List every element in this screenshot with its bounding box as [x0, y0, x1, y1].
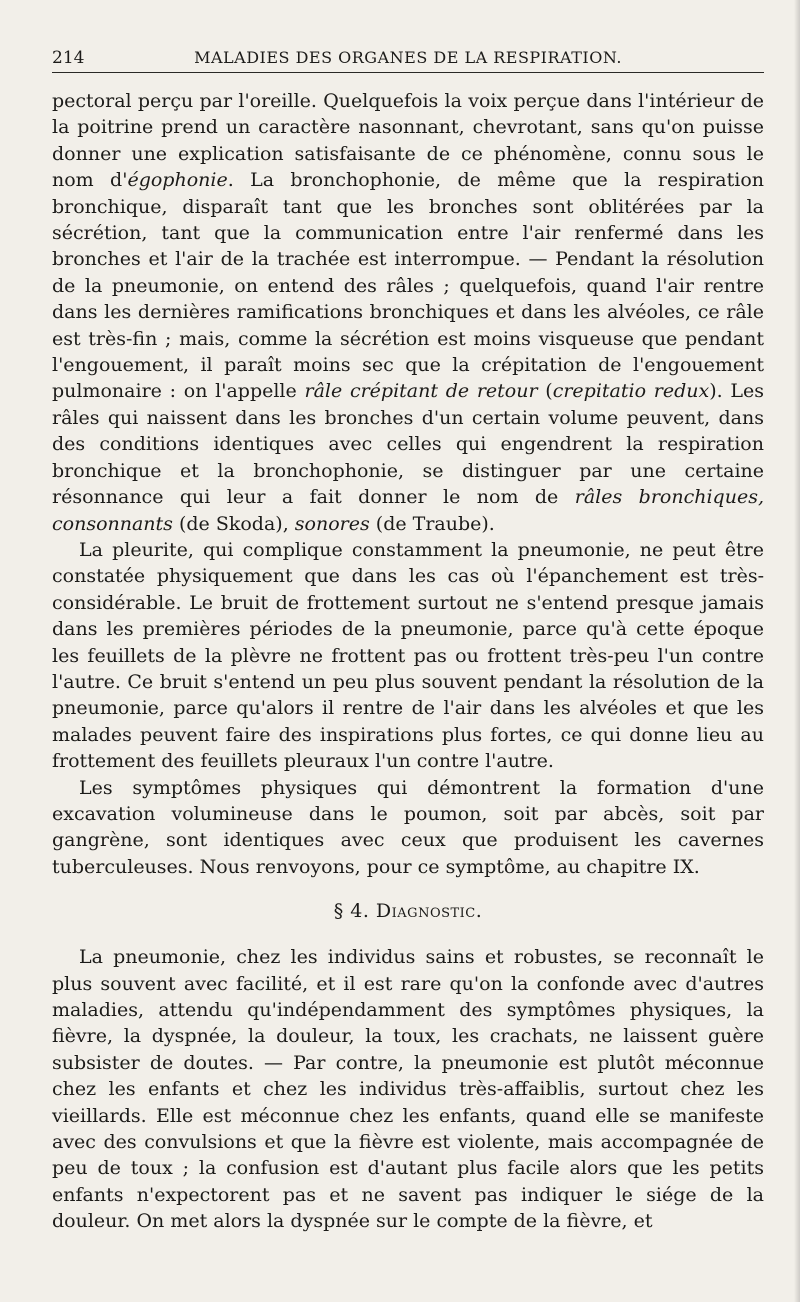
running-title: MALADIES DES ORGANES DE LA RESPIRATION. — [194, 48, 622, 67]
page-number: 214 — [52, 48, 85, 68]
page-edge-shadow — [794, 0, 800, 1302]
book-page — [52, 0, 764, 1302]
section-heading — [52, 898, 764, 924]
paragraph-3: Les symptômes physiques qui démontrent la formation d'une excavation volumineuse dans le poumon, soit par abcès, soit par gangrène, sont identiques avec ceux que produisent les cavernes tuberculeuses. Nous renvoyons, pour ce symptôme, au chapitre IX. — [52, 776, 764, 878]
section-title: Diagnostic. — [375, 900, 483, 923]
paragraph-4: La pneumonie, chez les individus sains et robustes, se reconnaît le plus souvent avec facilité, et il est rare qu'on la confonde avec d'autres maladies, attendu qu'indépendamment des symptômes physiques, la fièvre, la dyspnée, la douleur, la toux, les crachats, ne laissent guère subsister de doutes. — Par contre, la pneumonie est plutôt méconnue chez les enfants et chez les individus très-affaiblis, surtout chez les vieillards. Elle est méconnue chez les enfants, quand elle se manifeste avec des convulsions et que la fièvre est violente, mais accompagnée de peu de toux ; la confusion est d'autant plus facile alors que les petits enfants n'expectorent pas et ne savent pas indiquer le siége de la douleur. On met alors la dyspnée sur le compte de la fièvre, et — [52, 946, 764, 1233]
section-number: § 4. — [333, 900, 370, 923]
page-header — [52, 48, 764, 73]
paragraph-2: La pleurite, qui complique constamment la pneumonie, ne peut être constatée physiquement que dans les cas où l'épanchement est très-considérable. Le bruit de frottement surtout ne s'entend presque jamais dans les premières périodes de la pneumonie, parce qu'à cette époque les feuillets de la plèvre ne frottent pas ou frottent très-peu l'un contre l'autre. Ce bruit s'entend un peu plus souvent pendant la résolution de la pneumonie, parce qu'alors il rentre de l'air dans les alvéoles et que les malades peuvent faire des inspirations plus fortes, ce qui donne lieu au frottement des feuillets pleuraux l'un contre l'autre. — [52, 538, 764, 773]
paragraph-1: pectoral perçu par l'oreille. Quelquefois la voix perçue dans l'intérieur de la poitrine prend un caractère nasonnant, chevrotant, sans qu'on puisse donner une explication satisfaisante de ce phénomène, connu sous le nom d'égophonie. La bronchophonie, de même que la respiration bronchique, disparaît tant que les bronches sont oblitérées par la sécrétion, tant que la communication entre l'air renfermé dans les bronches et l'air de la trachée est interrompue. — Pendant la résolution de la pneumonie, on entend des râles ; quelquefois, quand l'air rentre dans les dernières ramifications bronchiques et dans les alvéoles, ce râle est très-fin ; mais, comme la sécrétion est moins visqueuse que pendant l'engouement, il paraît moins sec que la crépitation de l'engouement pulmonaire : on l'appelle râle crépitant de retour (crepitatio redux). Les râles qui naissent dans les bronches d'un certain volume peuvent, dans des conditions identiques avec celles qui engendrent la respiration bronchique et la bronchophonie, se distinguer par une certaine résonnance qui leur a fait donner le nom de râles bronchiques, consonnants (de Skoda), sonores (de Traube). — [52, 90, 764, 535]
page-body — [52, 88, 764, 1235]
